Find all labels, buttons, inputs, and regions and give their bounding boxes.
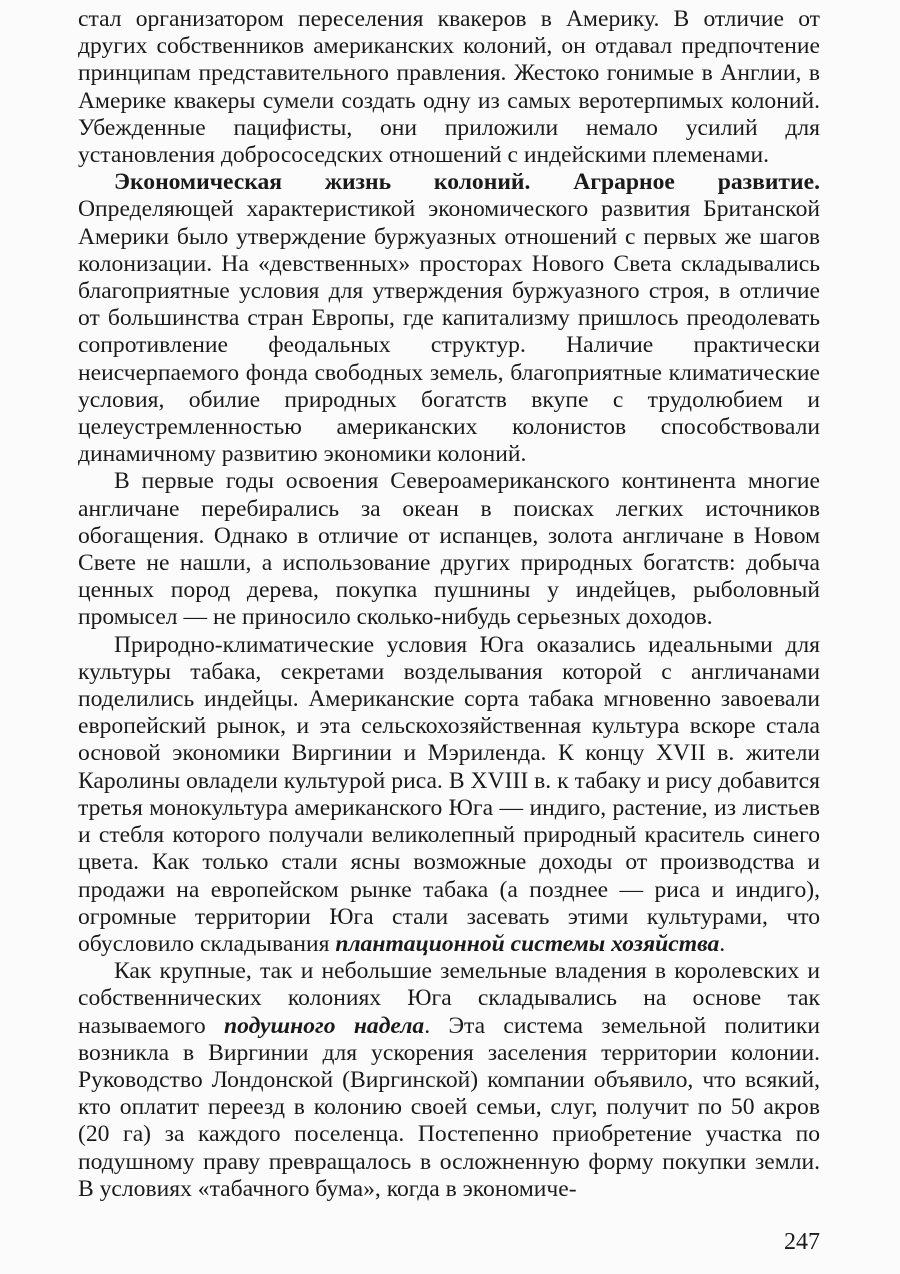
page-body-text: [78, 6, 820, 1203]
paragraph-tail: . Эта система земельной политики возникла в Виргинии для ускорения заселения территории колонии. Руководство Лондонской (Виргинской) компании объявило, что всякий, кто оплатит переезд в колонию своей семьи, слуг, получит по 50 акров (20 га) за каждого поселенца. Постепенно приобретение участка по подушному праву превращалось в осложненную форму покупки земли. В условиях «табачного бума», когда в экономиче-: [78, 1012, 820, 1202]
page-number: 247: [784, 1229, 820, 1255]
paragraph-quaker-colony: [78, 6, 820, 169]
paragraph-headright-system: [78, 958, 820, 1203]
emphasized-term: подушного надела: [223, 1012, 425, 1039]
paragraph-text: Определяющей характеристикой экономического развития Британской Америки было утверждение буржуазных отношений с первых же шагов колонизации. На «девственных» просторах Нового Света складывались благоприятные условия для утверждения буржуазного строя, в отличие от большинства стран Европы, где капитализму пришлось преодолевать сопротивление феодальных структур. Наличие практически неисчерпаемого фонда свободных земель, благоприятные климатические условия, обилие природных богатств вкупе с трудолюбием и целеустремленностью американских колонистов способствовали динамичному развитию экономики колоний.: [78, 196, 820, 468]
paragraph-text: стал организатором переселения квакеров в Америку. В отличие от других собственников американских колоний, он отдавал предпочтение принципам представительного правления. Жестоко гонимые в Англии, в Америке квакеры сумели создать одну из самых веротерпимых колоний. Убежденные пацифисты, они приложили немало усилий для установления добрососедских отношений с индейскими племенами.: [78, 6, 820, 169]
paragraph-text: В первые годы освоения Североамериканского континента многие англичане перебирались за океан в поисках легких источников обогащения. Однако в отличие от испанцев, золота англичане в Новом Свете не нашли, а использование других природных богатств: добыча ценных пород дерева, покупка пушнины у индейцев, рыболовный промысел — не приносило сколько-нибудь серьезных доходов.: [78, 468, 820, 631]
section-heading: Экономическая жизнь колоний. Аграрное развитие.: [114, 169, 820, 196]
emphasized-term: плантационной системы хозяйства: [335, 930, 720, 957]
paragraph-text: Как крупные, так и небольшие земельные владения в королевских и собственнических колониях Юга складывались на основе так называемого: [78, 958, 820, 1039]
paragraph-tail: .: [719, 930, 726, 957]
paragraph-southern-crops: [78, 632, 820, 958]
paragraph-economic-life: [78, 169, 820, 468]
paragraph-early-colonization: [78, 468, 820, 631]
paragraph-text: Природно-климатические условия Юга оказались идеальными для культуры табака, секретами возделывания которой с англичанами поделились индейцы. Американские сорта табака мгновенно завоевали европейский рынок, и эта сельскохозяйственная культура вскоре стала основой экономики Виргинии и Мэриленда. К концу XVII в. жители Каролины овладели культурой риса. В XVIII в. к табаку и рису добавится третья монокультура американского Юга — индиго, растение, из листьев и стебля которого получали великолепный природный краситель синего цвета. Как только стали ясны возможные доходы от производства и продажи на европейском рынке табака (а позднее — риса и индиго), огромные территории Юга стали засевать этими культурами, что обусловило складывания: [78, 631, 820, 957]
